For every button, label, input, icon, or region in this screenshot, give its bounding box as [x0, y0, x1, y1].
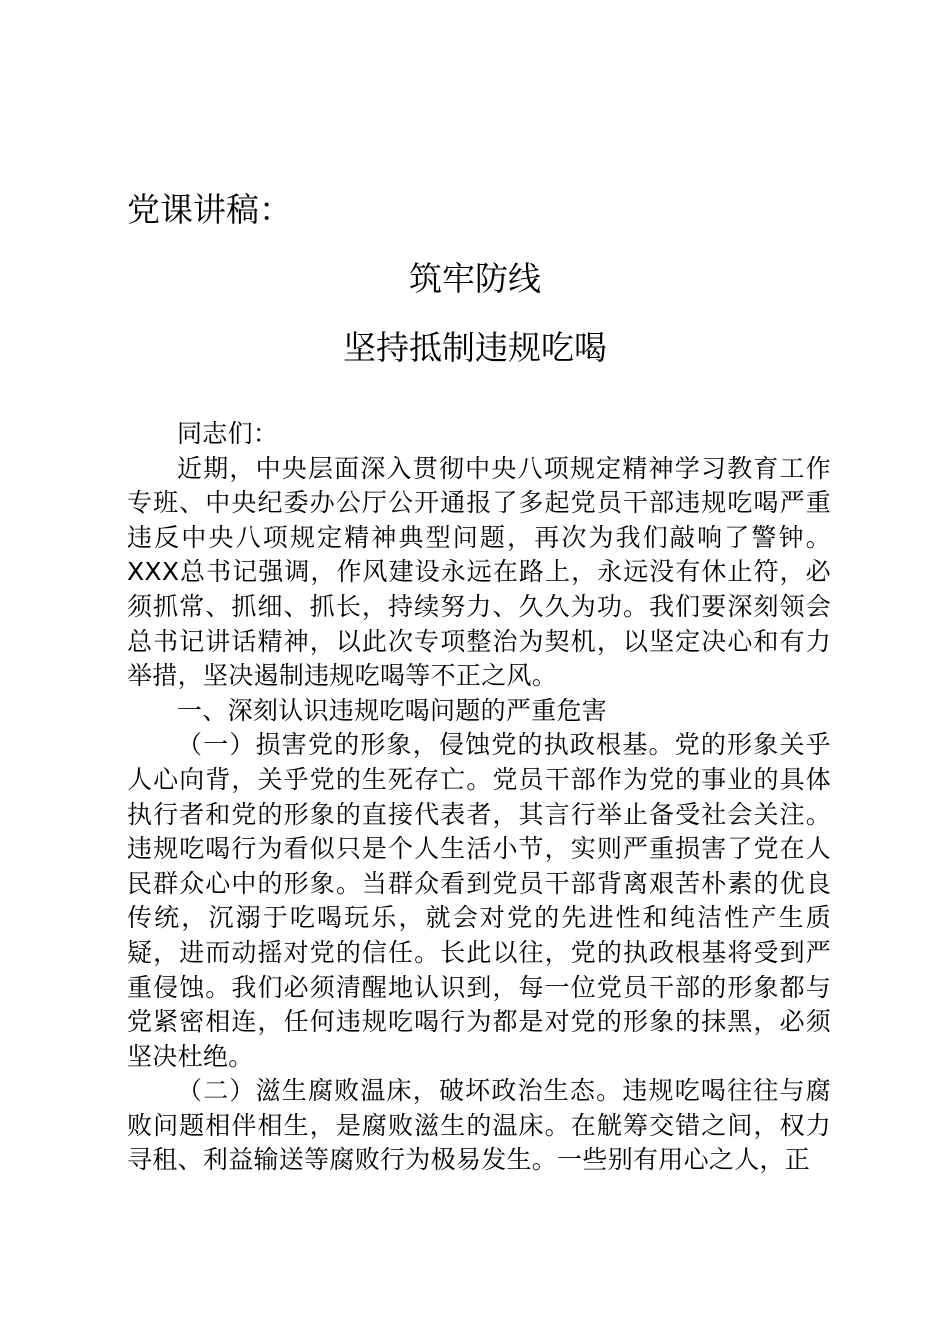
section-heading: 一、深刻认识违规吃喝问题的严重危害 — [177, 695, 608, 725]
body-paragraph: 近期，中央层面深入贯彻中央八项规定精神学习教育工作专班、中央纪委办公厅公开通报了多起党员干部违规吃喝严重违反中央八项规定精神典型问题，再次为我们敲响了警钟。XXX总书记强调，作风建设永远在路上，永远没有休止符，必须抓常、抓细、抓长，持续努力、久久为功。我们要深刻领会总书记讲话精神，以此次专项整治为契机，以坚定决心和有力举措，坚决遏制违规吃喝等不正之风。 — [127, 453, 831, 691]
document-body — [127, 417, 831, 1178]
title-line-2: 坚持抵制违规吃喝 — [343, 328, 607, 367]
title-line-1: 筑牢防线 — [409, 259, 541, 298]
salutation: 同志们： — [177, 419, 279, 448]
body-paragraph: （一）损害党的形象，侵蚀党的执政根基。党的形象关乎人心向背，关乎党的生死存亡。党员干部作为党的事业的具体执行者和党的形象的直接代表者，其言行举止备受社会关注。违规吃喝行为看似只是个人生活小节，实则严重损害了党在人民群众心中的形象。当群众看到党员干部背离艰苦朴素的优良传统，沉溺于吃喝玩乐，就会对党的先进性和纯洁性产生质疑，进而动摇对党的信任。长此以往，党的执政根基将受到严重侵蚀。我们必须清醒地认识到，每一位党员干部的形象都与党紧密相连，任何违规吃喝行为都是对党的形象的抹黑，必须坚决杜绝。 — [127, 730, 831, 1071]
document-type-label: 党课讲稿： — [127, 190, 292, 229]
body-paragraph: （二）滋生腐败温床，破坏政治生态。违规吃喝往往与腐败问题相伴相生，是腐败滋生的温床。在觥筹交错之间，权力寻租、利益输送等腐败行为极易发生。一些别有用心之人，正 — [127, 1076, 831, 1175]
